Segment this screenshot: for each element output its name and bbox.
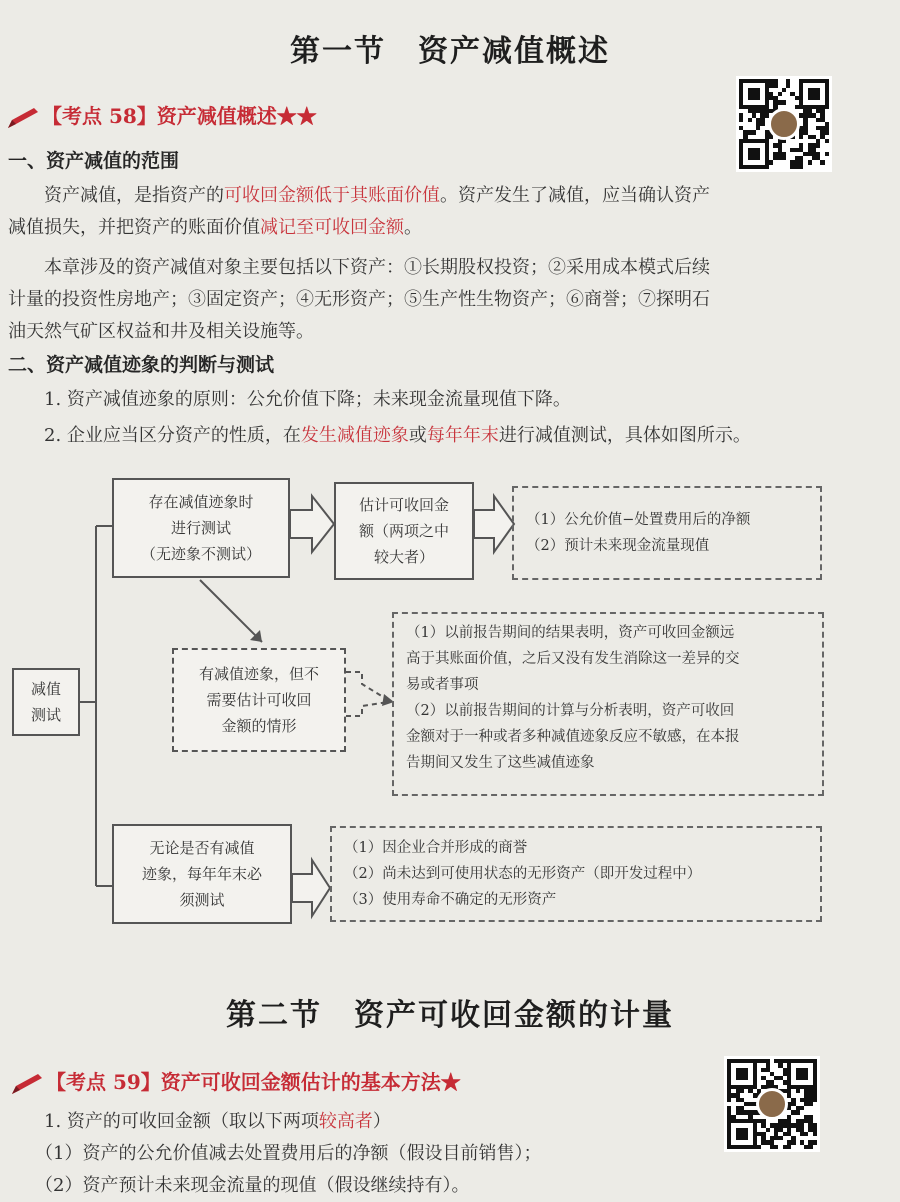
topic-stars: ★★ — [276, 104, 317, 128]
topic59-heading — [10, 1066, 461, 1096]
topic-heading — [6, 100, 317, 130]
qr-code — [736, 76, 832, 172]
heading-scope: 一、资产减值的范围 — [8, 150, 180, 172]
item-principle: 1. 资产减值迹象的原则：公允价值下降；未来现金流量现值下降。 — [8, 389, 571, 410]
dbox-annual-test-assets — [330, 826, 822, 922]
section2-title: 第二节 资产可收回金额的计量 — [226, 998, 674, 1033]
text: 或 — [408, 425, 427, 446]
dbox-no-estimate-cases — [392, 612, 824, 796]
dbox-recoverable-options — [512, 486, 822, 580]
node-text: 较大者） — [373, 548, 434, 566]
node-text: 有减值迹象，但不 — [198, 665, 319, 683]
box-test-when-indicated — [112, 478, 290, 578]
node-text: 存在减值迹象时 — [148, 493, 254, 511]
paragraph-definition-line1 — [8, 180, 710, 212]
box-annual-test — [112, 824, 292, 924]
text: 。资产发生了减值，应当确认资产 — [440, 185, 710, 206]
pen-icon — [6, 106, 40, 130]
highlight-text: 发生减值迹象 — [300, 425, 409, 446]
box-estimate-recoverable — [334, 482, 474, 580]
case-text: 金额对于一种或者多种减值迹象反应不敏感，在本报 — [406, 729, 740, 745]
node-text: 减值 — [30, 680, 61, 698]
recoverable-option-1: （1）资产的公允价值减去处置费用后的净额（假设目前销售）； — [8, 1143, 542, 1164]
paragraph-objects-line3: 油天然气矿区权益和井及相关设施等。 — [8, 321, 314, 342]
highlight-text: 减记至可收回金额 — [260, 217, 404, 238]
node-text: 额（两项之中 — [358, 522, 449, 540]
node-text: （无迹象不测试） — [140, 545, 261, 563]
highlight-text: 可收回金额低于其账面价值 — [224, 185, 440, 206]
text: 。 — [404, 217, 422, 238]
pen-icon — [10, 1072, 44, 1096]
node-text: 测试 — [30, 706, 61, 724]
asset-text: （2）尚未达到可使用状态的无形资产（即开发过程中） — [344, 866, 702, 882]
node-text: 金额的情形 — [221, 717, 297, 735]
case-text: （1）以前报告期间的结果表明，资产可收回金额远 — [406, 625, 735, 641]
text: ） — [372, 1111, 391, 1132]
heading-judgement: 二、资产减值迹象的判断与测试 — [8, 354, 275, 376]
case-text: 高于其账面价值，之后又没有发生消除这一差异的交 — [406, 651, 740, 667]
text: 1. 资产的可收回金额（取以下两项 — [8, 1111, 319, 1132]
recoverable-definition — [8, 1106, 391, 1138]
node-text: 需要估计可收回 — [206, 691, 312, 709]
section-title: 第一节 资产减值概述 — [290, 34, 610, 69]
topic-stars: ★ — [440, 1070, 461, 1094]
qr-code — [724, 1056, 820, 1152]
box-no-estimate-needed — [172, 648, 346, 752]
highlight-text: 较高者 — [318, 1111, 373, 1132]
asset-text: （1）因企业合并形成的商誉 — [344, 840, 528, 856]
item-test-timing — [8, 420, 751, 452]
text: 减值损失，并把资产的账面价值 — [8, 217, 260, 238]
text: 2. 企业应当区分资产的性质，在 — [8, 425, 301, 446]
case-text: 易或者事项 — [406, 677, 479, 693]
topic-label: 【考点 59】资产可收回金额估计的基本方法 — [46, 1070, 441, 1094]
node-text: 无论是否有减值 — [149, 839, 255, 857]
text: 资产减值，是指资产的 — [8, 185, 224, 206]
case-text: 告期间又发生了这些减值迹象 — [406, 755, 595, 771]
paragraph-objects-line2: 计量的投资性房地产；③固定资产；④无形资产；⑤生产性生物资产；⑥商誉；⑦探明石 — [8, 289, 710, 310]
node-text: 须测试 — [179, 891, 225, 909]
topic-label: 【考点 58】资产减值概述 — [42, 104, 277, 128]
asset-text: （3）使用寿命不确定的无形资产 — [344, 892, 557, 908]
node-text: 进行测试 — [170, 519, 231, 537]
case-text: （2）以前报告期间的计算与分析表明，资产可收回 — [406, 703, 735, 719]
recoverable-option-2: （2）资产预计未来现金流量的现值（假设继续持有）。 — [8, 1175, 470, 1196]
diagram-root-box — [12, 668, 80, 736]
paragraph-objects-line1: 本章涉及的资产减值对象主要包括以下资产：①长期股权投资；②采用成本模式后续 — [8, 257, 710, 278]
node-text: 迹象，每年年末必 — [141, 865, 262, 883]
highlight-text: 每年年末 — [426, 425, 499, 446]
option-text: （1）公允价值−处置费用后的净额 — [526, 512, 751, 528]
option-text: （2）预计未来现金流量现值 — [526, 538, 710, 554]
paragraph-definition-line2 — [8, 212, 422, 244]
text: 进行减值测试，具体如图所示。 — [498, 425, 751, 446]
node-text: 估计可收回金 — [358, 496, 449, 514]
